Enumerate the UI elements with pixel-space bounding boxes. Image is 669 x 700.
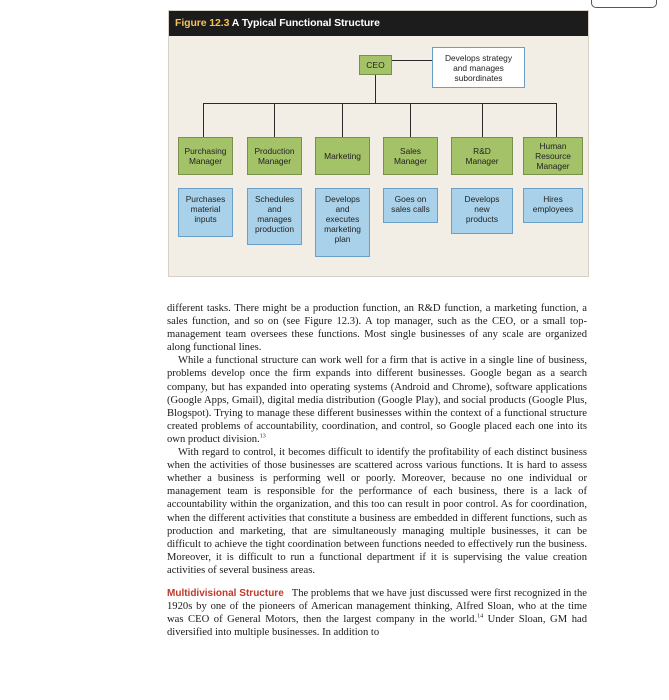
sales-task-box: Goes on sales calls — [383, 188, 438, 223]
paragraph-4-text: The problems that we have just discussed were first recognized in the 1920s by one of the pioneers of American management thinking, Alfred Sloan, who at the time was CEO of General Motors, then the largest company in the world. — [167, 587, 587, 626]
paragraph-1: different tasks. There might be a production function, an R&D function, a marketing function, a sales function, and so on (see Figure 12.3). A top manager, such as the CEO, or a small top-management team oversees these functions. Most single businesses of any scale are organized along functional lines. — [167, 303, 587, 354]
marketing-box: Marketing — [315, 137, 370, 175]
footnote-13: 13 — [259, 433, 266, 440]
rd-task-box: Develops new products — [451, 188, 513, 234]
purchasing-task-box: Purchases material inputs — [178, 188, 233, 237]
paragraph-4-tail: Under Sloan, GM had diversified into multiple businesses. In addition to — [167, 614, 587, 639]
ceo-box: CEO — [359, 55, 392, 75]
drop-line-3 — [342, 103, 343, 137]
marketing-task-box: Develops and executes marketing plan — [315, 188, 370, 257]
hr-manager-box: Human Resource Manager — [523, 137, 583, 175]
purchasing-manager-box: Purchasing Manager — [178, 137, 233, 175]
rd-manager-box: R&D Manager — [451, 137, 513, 175]
drop-line-6 — [556, 103, 557, 137]
production-task-box: Schedules and manages production — [247, 188, 302, 245]
drop-line-4 — [410, 103, 411, 137]
ceo-note-line — [392, 60, 432, 61]
drop-line-2 — [274, 103, 275, 137]
paragraph-2 — [167, 354, 587, 446]
drop-line-5 — [482, 103, 483, 137]
figure-title-bar — [169, 11, 588, 36]
drop-line-1 — [203, 103, 204, 137]
footnote-14: 14 — [477, 613, 484, 620]
functional-structure-figure — [168, 10, 589, 277]
figure-title: A Typical Functional Structure — [231, 17, 380, 29]
hr-task-box: Hires employees — [523, 188, 583, 223]
body-text — [167, 302, 587, 639]
paragraph-2-text: While a functional structure can work well for a firm that is active in a single line of business, problems develop once the firm expands into different businesses. Google began as a search company, but has expanded into operating systems (Android and Chrome), software applications (Google Apps, Gmail), digital media distribution (Google Play), and social products (Google Plus, Blogspot). Trying to manage these different businesses within the context of a functional structure created problems of accountability, coordination, and control, so Google placed each one into its own product division. — [167, 355, 587, 445]
figure-number: Figure 12.3 — [175, 17, 230, 29]
page-corner-frame — [591, 0, 657, 8]
section-heading: Multidivisional Structure — [167, 587, 284, 599]
paragraph-3: With regard to control, it becomes difficult to identify the profitability of each distinct business when the activities of those businesses are scattered across various functions. It is hard to assess whether a business is performing well or poorly. Moreover, because no one individual or management team is responsible for the performance of each business, there is a lack of accountability within the organization, and this too can result in poor control. As for coordination, when the different activities that constitute a business are embedded in different functions, such as production and marketing, that are simultaneously managing multiple businesses, it can be difficult to achieve the tight coordination between functions needed to effectively run the business. Moreover, it is difficult to run a functional department if it is supervising the value creation activities of several business areas. — [167, 447, 587, 576]
sales-manager-box: Sales Manager — [383, 137, 438, 175]
production-manager-box: Production Manager — [247, 137, 302, 175]
ceo-role-note: Develops strategy and manages subordinates — [432, 47, 525, 88]
paragraph-4 — [167, 587, 587, 639]
manager-bus-line — [203, 103, 556, 104]
